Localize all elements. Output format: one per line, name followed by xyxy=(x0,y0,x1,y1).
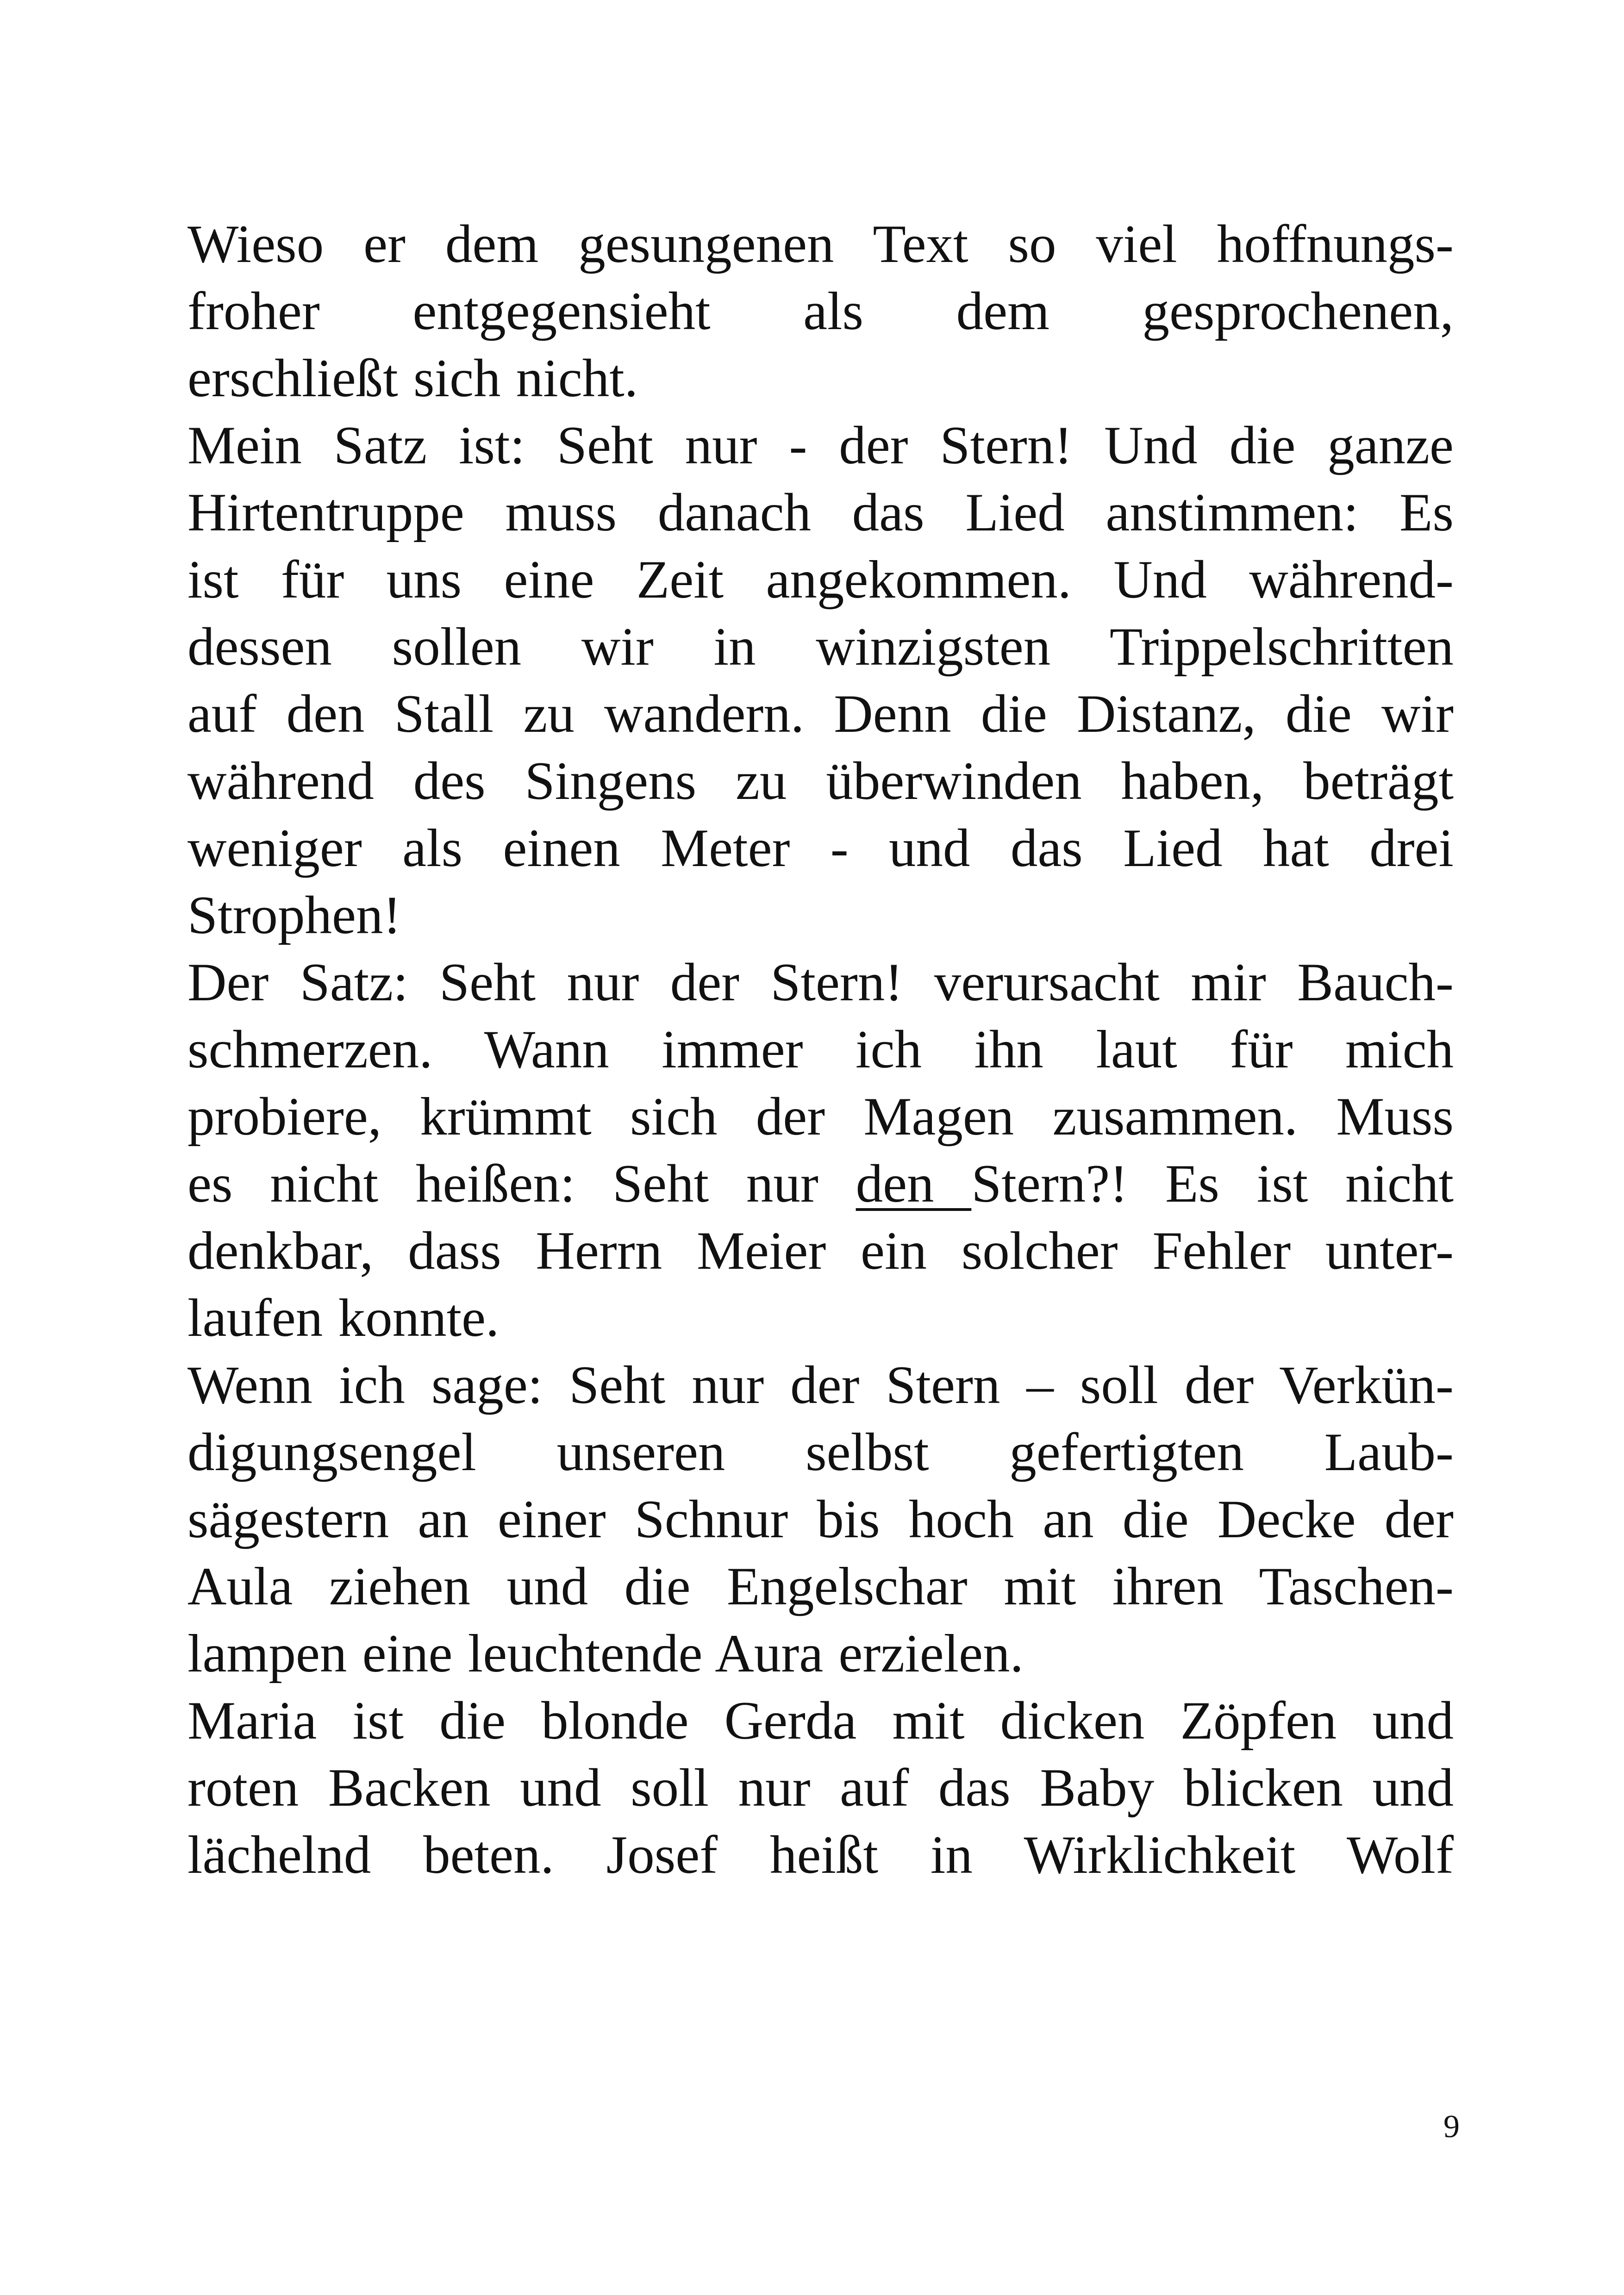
paragraph-3 xyxy=(187,949,1454,1352)
text-line: probiere, krümmt sich der Magen zusammen. Muss xyxy=(187,1087,1454,1147)
text-line: erschließt sich nicht. xyxy=(187,349,638,408)
text-line: sägestern an einer Schnur bis hoch an die Decke der xyxy=(187,1490,1454,1549)
paragraph-1 xyxy=(187,211,1454,412)
text-line: Der Satz: Seht nur der Stern! verursacht mir Bauch- xyxy=(187,953,1454,1012)
paragraph-2 xyxy=(187,412,1454,949)
text-line: froher entgegensieht als dem gesprochenen, xyxy=(187,281,1454,341)
text-line: Hirtentruppe muss danach das Lied anstimmen: Es xyxy=(187,483,1454,543)
underlined-word: den xyxy=(856,1154,972,1214)
paragraph-4 xyxy=(187,1352,1454,1687)
text-line: roten Backen und soll nur auf das Baby blicken und xyxy=(187,1758,1454,1818)
text-segment: es nicht heißen: Seht nur xyxy=(187,1154,856,1214)
text-line: denkbar, dass Herrn Meier ein solcher Fehler unter- xyxy=(187,1221,1454,1281)
text-line: digungsengel unseren selbst gefertigten Laub- xyxy=(187,1422,1454,1482)
text-line: auf den Stall zu wandern. Denn die Distanz, die wir xyxy=(187,684,1454,744)
text-line: Aula ziehen und die Engelschar mit ihren Taschen- xyxy=(187,1557,1454,1616)
text-line: Wieso er dem gesungenen Text so viel hoffnungs- xyxy=(187,214,1454,274)
body-text xyxy=(187,211,1454,1889)
text-line: lampen eine leuchtende Aura erzielen. xyxy=(187,1624,1024,1684)
paragraph-5 xyxy=(187,1687,1454,1889)
text-line: weniger als einen Meter - und das Lied hat drei xyxy=(187,818,1454,878)
text-line: Strophen! xyxy=(187,886,401,945)
text-segment: Stern?! Es ist nicht xyxy=(971,1154,1454,1214)
text-line: während des Singens zu überwinden haben, beträgt xyxy=(187,751,1454,811)
text-line: Mein Satz ist: Seht nur - der Stern! Und die ganze xyxy=(187,416,1454,475)
text-line: Wenn ich sage: Seht nur der Stern – soll der Verkün- xyxy=(187,1355,1454,1415)
text-line: Maria ist die blonde Gerda mit dicken Zöpfen und xyxy=(187,1691,1454,1751)
text-line: schmerzen. Wann immer ich ihn laut für mich xyxy=(187,1020,1454,1079)
text-line: lächelnd beten. Josef heißt in Wirklichkeit Wolf xyxy=(187,1825,1454,1885)
text-line: ist für uns eine Zeit angekommen. Und während- xyxy=(187,550,1454,610)
text-line: dessen sollen wir in winzigsten Trippelschritten xyxy=(187,617,1454,677)
page-number: 9 xyxy=(1443,2109,1460,2145)
text-line-with-underline xyxy=(187,1150,1454,1217)
text-line: laufen konnte. xyxy=(187,1288,500,1348)
